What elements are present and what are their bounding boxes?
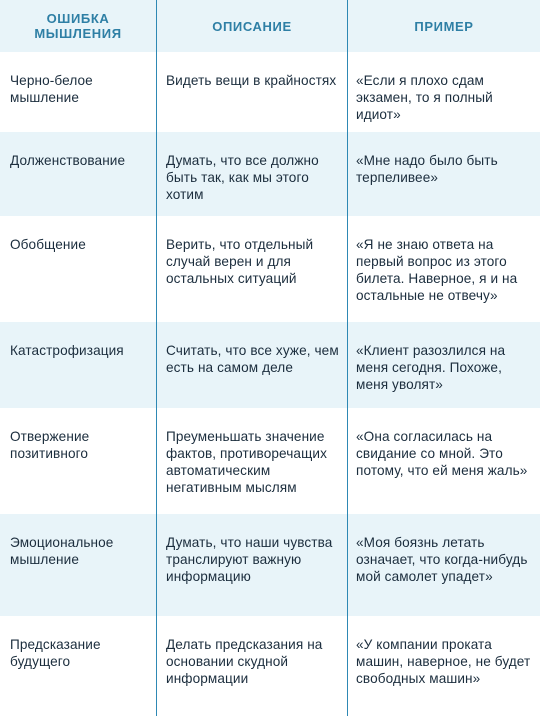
row-description: Верить, что отдельный случай верен и для остальных ситуаций [156,216,347,322]
row-example: «Мне надо было быть терпеливее» [347,132,540,216]
row-error: Предсказание будущего [0,616,156,716]
row-example: «Она согласилась на свидание со мной. Это потому, что ей меня жаль» [347,408,540,514]
row-error: Черно-белое мышление [0,52,156,132]
row-error: Отвержение позитивного [0,408,156,514]
row-example: «Я не знаю ответа на первый вопрос из этого билета. Наверное, я и на остальные не отвечу» [347,216,540,322]
row-example: «Если я плохо сдам экзамен, то я полный идиот» [347,52,540,132]
row-example: «У компании проката машин, наверное, не будет свободных машин» [347,616,540,716]
row-error: Эмоциональное мышление [0,514,156,616]
row-description: Преуменьшать значение фактов, противоречащих автоматическим негативным мыслям [156,408,347,514]
row-description: Думать, что все должно быть так, как мы этого хотим [156,132,347,216]
header-description: ОПИСАНИЕ [156,0,347,52]
header-example: ПРИМЕР [347,0,540,52]
row-error: Обобщение [0,216,156,322]
header-error: ОШИБКА МЫШЛЕНИЯ [0,0,156,52]
row-description: Делать предсказания на основании скудной информации [156,616,347,716]
row-example: «Клиент разозлился на меня сегодня. Похоже, меня уволят» [347,322,540,408]
row-example: «Моя боязнь летать означает, что когда-нибудь мой самолет упадет» [347,514,540,616]
row-error: Долженствование [0,132,156,216]
row-description: Считать, что все хуже, чем есть на самом деле [156,322,347,408]
row-description: Думать, что наши чувства транслируют важную информацию [156,514,347,616]
row-description: Видеть вещи в крайностях [156,52,347,132]
row-error: Катастрофизация [0,322,156,408]
